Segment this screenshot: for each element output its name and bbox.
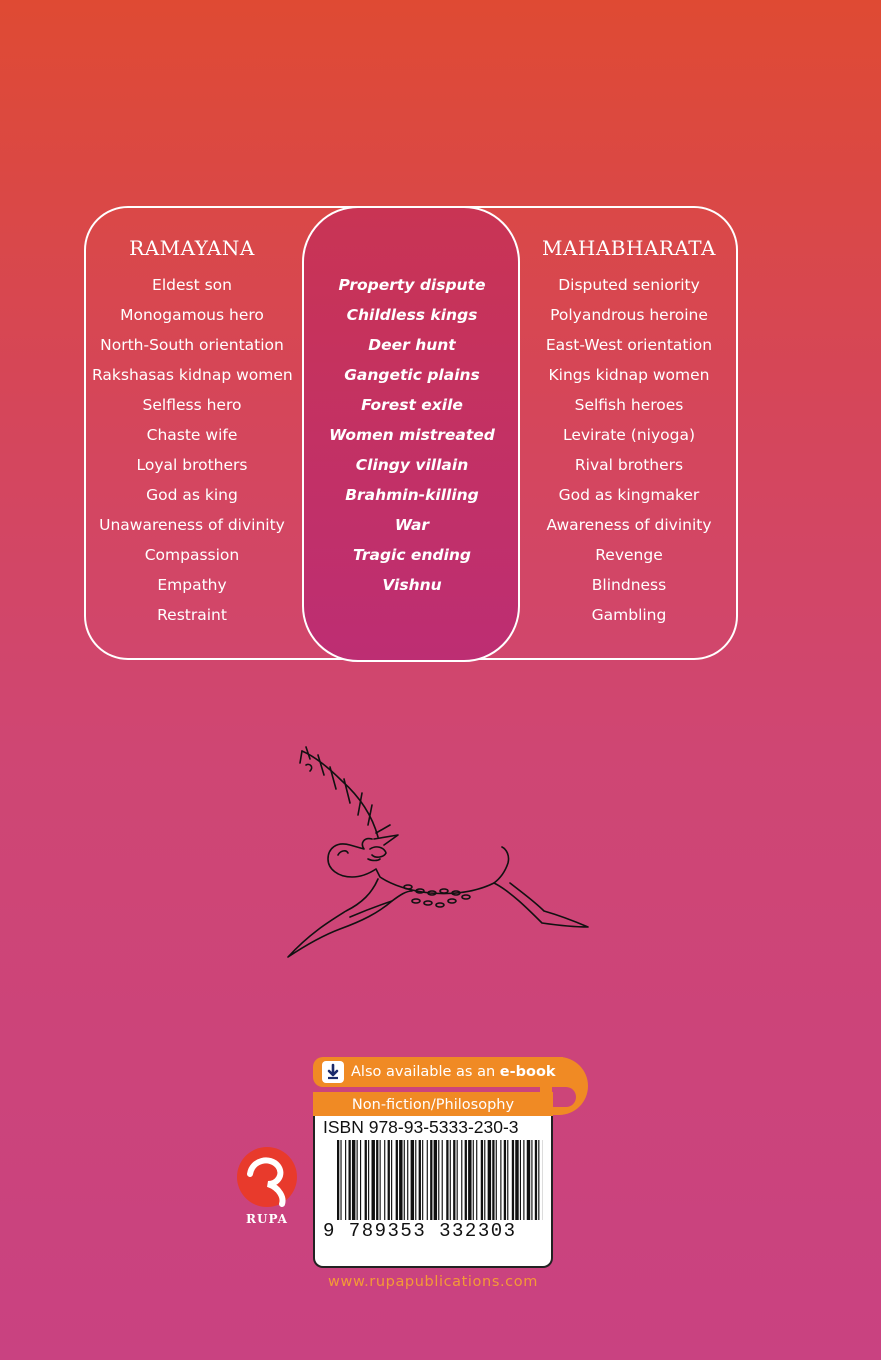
list-item: Vishnu [382,576,442,594]
list-item: North-South orientation [100,336,284,354]
ebook-banner-hook-cutout [552,1087,576,1107]
list-item: God as king [146,486,238,504]
list-item: Disputed seniority [558,276,700,294]
mahabharata-list [528,270,730,630]
list-item: War [394,516,430,534]
ebook-keyword: e-book [499,1064,556,1080]
list-item: Monogamous hero [120,306,264,324]
list-item: Gangetic plains [344,366,480,384]
ramayana-column [92,232,292,630]
mahabharata-title: MAHABHARATA [542,236,716,260]
list-item: Selfish heroes [574,396,684,414]
list-item: Kings kidnap women [548,366,710,384]
common-title-spacer [306,232,518,264]
common-column [306,232,518,600]
ramayana-title: RAMAYANA [129,236,255,260]
barcode-digits: 9 789353 332303 [323,1220,549,1242]
list-item: Deer hunt [368,336,456,354]
list-item: Polyandrous heroine [550,306,708,324]
list-item: Selfless hero [142,396,242,414]
list-item: Brahmin-killing [345,486,479,504]
list-item: Rakshasas kidnap women [92,366,293,384]
list-item: Levirate (niyoga) [562,426,695,444]
list-item: Unawareness of divinity [99,516,285,534]
list-item: East-West orientation [545,336,713,354]
list-item: Clingy villain [355,456,469,474]
genre-label: Non-fiction/Philosophy [313,1092,553,1116]
list-item: Tragic ending [352,546,472,564]
list-item: Blindness [591,576,667,594]
list-item: Eldest son [152,276,232,294]
list-item: Forest exile [361,396,463,414]
list-item: Empathy [157,576,227,594]
download-icon [322,1061,344,1083]
list-item: Women mistreated [329,426,495,444]
mahabharata-column [528,232,730,630]
list-item: Awareness of divinity [546,516,712,534]
list-item: Childless kings [346,306,478,324]
isbn-text: ISBN 978-93-5333-230-3 [323,1117,519,1137]
publisher-url[interactable]: www.rupapublications.com [328,1274,538,1290]
publisher-name: RUPA [246,1212,288,1226]
ebook-notice [351,1057,556,1087]
list-item: God as kingmaker [558,486,700,504]
list-item: Rival brothers [574,456,684,474]
list-item: Restraint [157,606,227,624]
list-item: Chaste wife [146,426,238,444]
list-item: Revenge [595,546,663,564]
list-item: Compassion [144,546,240,564]
rupa-logo [236,1146,298,1208]
ramayana-list [92,270,292,630]
ebook-prefix: Also available as an [351,1064,500,1080]
common-list [306,270,518,600]
deer-illustration [280,745,600,965]
list-item: Property dispute [338,276,486,294]
barcode-panel [313,1116,553,1268]
list-item: Gambling [591,606,667,624]
list-item: Loyal brothers [136,456,248,474]
